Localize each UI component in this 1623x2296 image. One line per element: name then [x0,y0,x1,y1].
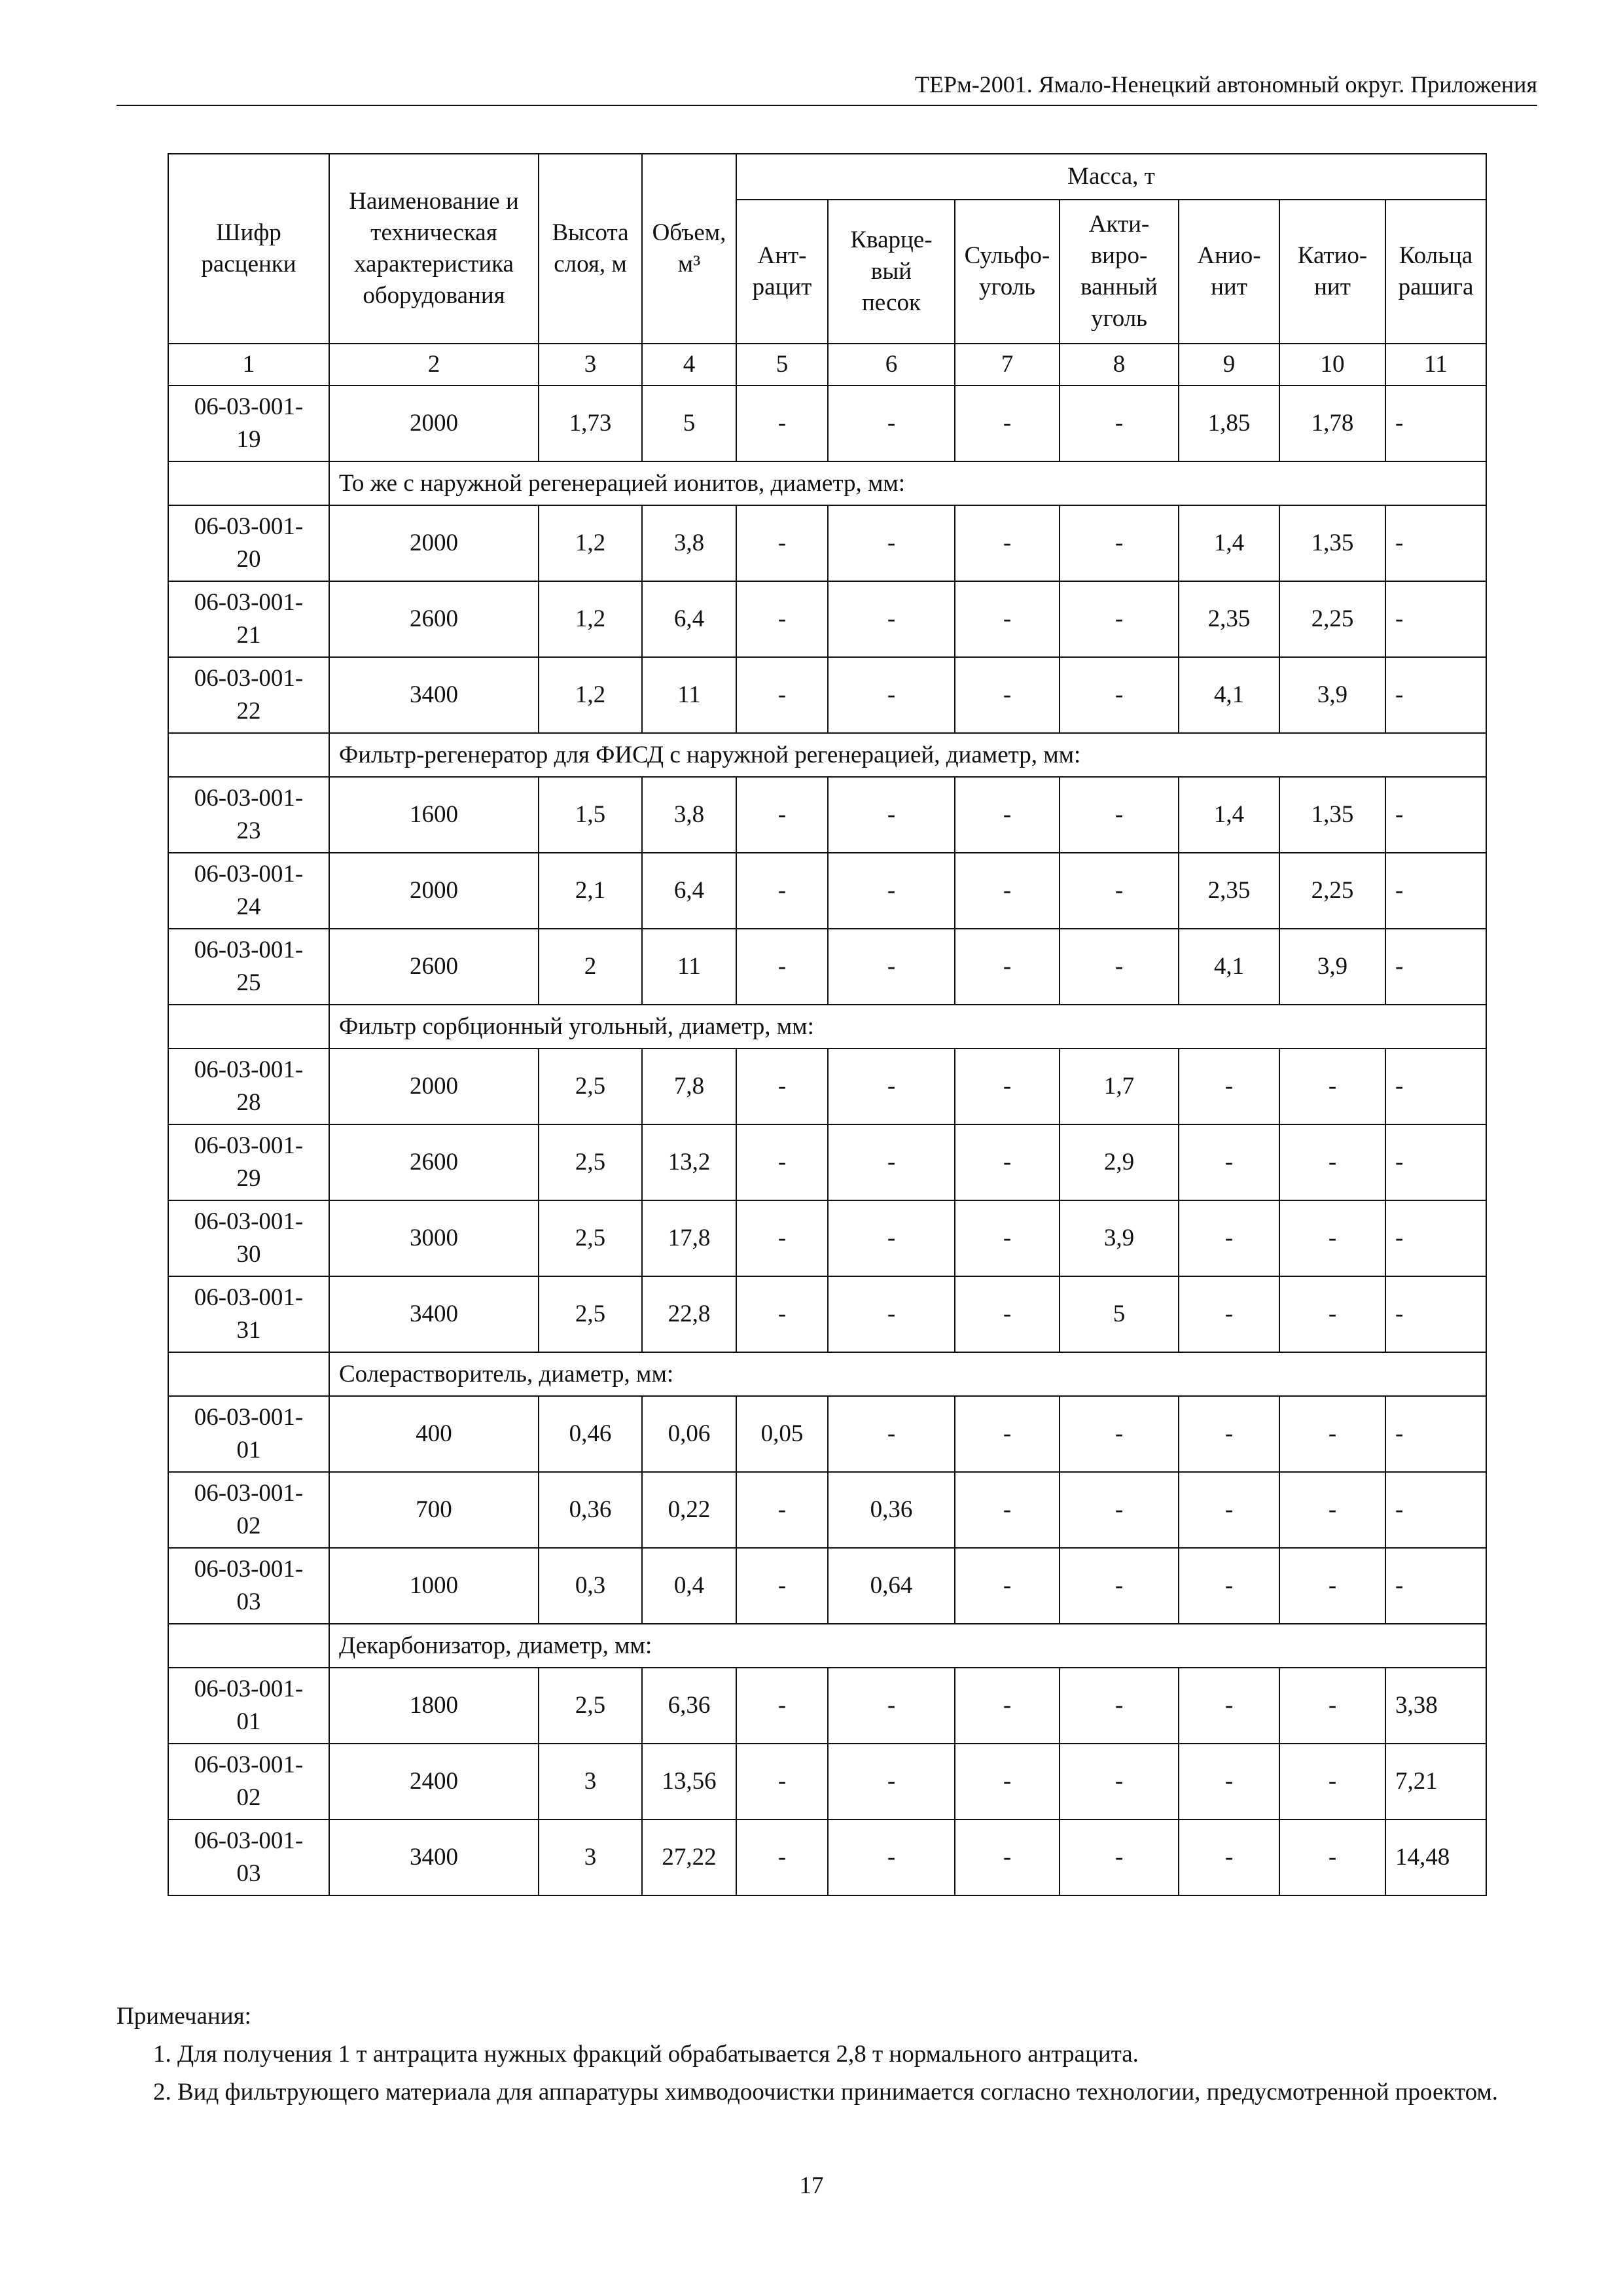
cell-anionite: 4,1 [1179,657,1279,733]
cell-volume: 13,56 [642,1744,736,1820]
section-title: Солерастворитель, диаметр, мм: [329,1352,1486,1396]
rate-code-part: 06-03-001- [194,665,304,692]
table-row [168,1548,1486,1624]
cell-diameter: 2000 [329,853,539,929]
cell-quartz-sand: - [828,1200,955,1276]
table-row [168,1472,1486,1548]
cell-raschig-rings: - [1385,505,1486,581]
cell-activated-carbon: - [1060,929,1179,1005]
cell-height: 0,3 [539,1548,642,1624]
rate-code-part: 21 [236,622,261,649]
cell-sulfocoal: - [955,1049,1060,1124]
cell-activated-carbon: 2,9 [1060,1124,1179,1200]
rate-code-part: 06-03-001- [194,1480,304,1507]
cell-volume: 5 [642,386,736,461]
cell-diameter: 1000 [329,1548,539,1624]
table-row [168,1124,1486,1200]
rate-code-part: 03 [236,1588,261,1615]
cell-quartz-sand: - [828,1668,955,1744]
header-mass-raschig-rings: Кольца рашига [1385,200,1486,344]
cell-anthracite: - [736,1124,828,1200]
cell-anthracite: - [736,1548,828,1624]
cell-activated-carbon: - [1060,1548,1179,1624]
rate-code [168,1820,329,1895]
cell-cationite: - [1279,1049,1385,1124]
rate-code [168,386,329,461]
rate-code [168,505,329,581]
cell-volume: 11 [642,657,736,733]
table-row [168,1049,1486,1124]
cell-quartz-sand: - [828,1276,955,1352]
section-title: Фильтр-регенератор для ФИСД с наружной регенерацией, диаметр, мм: [329,733,1486,777]
section-code-cell [168,1352,329,1396]
cell-anionite: - [1179,1124,1279,1200]
cell-diameter: 3400 [329,1820,539,1895]
cell-height: 1,2 [539,657,642,733]
cell-cationite: - [1279,1396,1385,1472]
table-row [168,1396,1486,1472]
cell-activated-carbon: - [1060,777,1179,853]
section-row [168,1005,1486,1049]
table-row [168,1744,1486,1820]
rate-code-part: 06-03-001- [194,1404,304,1431]
cell-activated-carbon: - [1060,1820,1179,1895]
cell-diameter: 1800 [329,1668,539,1744]
rate-code-part: 31 [236,1317,261,1344]
section-code-cell [168,461,329,505]
cell-anionite: - [1179,1276,1279,1352]
cell-quartz-sand: - [828,1744,955,1820]
rate-code-part: 01 [236,1708,261,1735]
rate-code-part: 25 [236,969,261,996]
cell-diameter: 400 [329,1396,539,1472]
cell-anthracite: - [736,581,828,657]
cell-activated-carbon: - [1060,1744,1179,1820]
cell-cationite: 2,25 [1279,853,1385,929]
cell-quartz-sand: - [828,929,955,1005]
cell-sulfocoal: - [955,1820,1060,1895]
section-title: То же с наружной регенерацией ионитов, диаметр, мм: [329,461,1486,505]
cell-anionite: - [1179,1472,1279,1548]
rate-code-part: 03 [236,1860,261,1887]
materials-table [168,153,1487,1896]
table-row [168,1276,1486,1352]
cell-raschig-rings: - [1385,777,1486,853]
column-number: 6 [828,344,955,386]
cell-anionite: 1,85 [1179,386,1279,461]
rate-code [168,1548,329,1624]
cell-volume: 17,8 [642,1200,736,1276]
cell-diameter: 3000 [329,1200,539,1276]
table-row [168,1200,1486,1276]
table-body [168,386,1486,1895]
column-number: 1 [168,344,329,386]
note-item: 2. Вид фильтрующего материала для аппаратуры химводоочистки принимается согласно технологии, предусмотренной проектом. [153,2079,1499,2106]
rate-code-part: 28 [236,1089,261,1116]
cell-quartz-sand: 0,64 [828,1548,955,1624]
table-row [168,929,1486,1005]
notes-title: Примечания: [116,2003,251,2030]
cell-raschig-rings: 7,21 [1385,1744,1486,1820]
header-mass-sulfocoal: Сульфо- уголь [955,200,1060,344]
cell-anthracite: - [736,1200,828,1276]
cell-activated-carbon: 3,9 [1060,1200,1179,1276]
header-mass-cationite: Катио- нит [1279,200,1385,344]
cell-volume: 7,8 [642,1049,736,1124]
cell-anthracite: - [736,505,828,581]
rate-code-part: 06-03-001- [194,513,304,540]
cell-sulfocoal: - [955,1668,1060,1744]
rate-code-part: 24 [236,893,261,920]
table-row [168,777,1486,853]
cell-cationite: - [1279,1124,1385,1200]
rate-code-part: 06-03-001- [194,1556,304,1583]
cell-anionite: 2,35 [1179,853,1279,929]
section-row [168,1352,1486,1396]
rate-code [168,1276,329,1352]
cell-activated-carbon: - [1060,581,1179,657]
cell-anthracite: - [736,1276,828,1352]
cell-height: 1,2 [539,505,642,581]
table-row [168,1668,1486,1744]
header-mass-activated-carbon: Акти- виро- ванный уголь [1060,200,1179,344]
section-title: Фильтр сорбционный угольный, диаметр, мм: [329,1005,1486,1049]
header-height: Высота слоя, м [539,154,642,344]
cell-height: 2 [539,929,642,1005]
cell-sulfocoal: - [955,657,1060,733]
cell-activated-carbon: - [1060,1396,1179,1472]
cell-height: 2,5 [539,1276,642,1352]
rate-code-part: 22 [236,698,261,725]
cell-quartz-sand: - [828,386,955,461]
cell-volume: 22,8 [642,1276,736,1352]
section-row [168,1624,1486,1668]
rate-code-part: 06-03-001- [194,1284,304,1311]
rate-code [168,1668,329,1744]
rate-code [168,1049,329,1124]
rate-code-part: 06-03-001- [194,1056,304,1083]
rate-code [168,1396,329,1472]
cell-raschig-rings: - [1385,853,1486,929]
cell-sulfocoal: - [955,1124,1060,1200]
column-number: 8 [1060,344,1179,386]
cell-sulfocoal: - [955,1200,1060,1276]
cell-raschig-rings: - [1385,1472,1486,1548]
rate-code-part: 06-03-001- [194,937,304,963]
cell-height: 3 [539,1744,642,1820]
cell-anionite: - [1179,1396,1279,1472]
cell-sulfocoal: - [955,581,1060,657]
column-number: 4 [642,344,736,386]
cell-diameter: 2600 [329,1124,539,1200]
cell-volume: 0,06 [642,1396,736,1472]
cell-height: 1,2 [539,581,642,657]
rate-code [168,1200,329,1276]
cell-raschig-rings: - [1385,929,1486,1005]
cell-cationite: 1,78 [1279,386,1385,461]
rate-code [168,1744,329,1820]
cell-cationite: - [1279,1276,1385,1352]
rate-code-part: 06-03-001- [194,1208,304,1235]
column-number: 2 [329,344,539,386]
cell-volume: 6,36 [642,1668,736,1744]
cell-quartz-sand: - [828,777,955,853]
cell-raschig-rings: - [1385,1276,1486,1352]
cell-raschig-rings: - [1385,1396,1486,1472]
cell-anthracite: - [736,386,828,461]
column-number-row [168,344,1486,386]
column-number: 9 [1179,344,1279,386]
cell-anthracite: - [736,1820,828,1895]
cell-cationite: 3,9 [1279,657,1385,733]
header-mass-group: Масса, т [736,154,1486,200]
table-row [168,657,1486,733]
cell-height: 1,5 [539,777,642,853]
cell-anthracite: - [736,929,828,1005]
rate-code [168,929,329,1005]
cell-anionite: - [1179,1744,1279,1820]
cell-cationite: 1,35 [1279,505,1385,581]
cell-sulfocoal: - [955,386,1060,461]
cell-raschig-rings: - [1385,581,1486,657]
cell-sulfocoal: - [955,1548,1060,1624]
cell-quartz-sand: - [828,1049,955,1124]
cell-sulfocoal: - [955,929,1060,1005]
cell-sulfocoal: - [955,1472,1060,1548]
cell-diameter: 1600 [329,777,539,853]
cell-quartz-sand: - [828,1124,955,1200]
cell-anthracite: - [736,1472,828,1548]
rate-code-part: 06-03-001- [194,785,304,812]
cell-cationite: - [1279,1668,1385,1744]
cell-anionite: - [1179,1668,1279,1744]
cell-sulfocoal: - [955,777,1060,853]
rate-code-part: 19 [236,426,261,453]
table-row [168,853,1486,929]
section-row [168,733,1486,777]
cell-height: 2,5 [539,1124,642,1200]
rate-code-part: 02 [236,1513,261,1539]
cell-sulfocoal: - [955,1396,1060,1472]
cell-cationite: 1,35 [1279,777,1385,853]
table-row [168,581,1486,657]
cell-volume: 3,8 [642,505,736,581]
rate-code [168,777,329,853]
cell-raschig-rings: 14,48 [1385,1820,1486,1895]
cell-height: 2,5 [539,1668,642,1744]
cell-height: 1,73 [539,386,642,461]
header-mass-quartz-sand: Кварце- вый песок [828,200,955,344]
cell-quartz-sand: - [828,581,955,657]
rate-code-part: 06-03-001- [194,1751,304,1778]
cell-height: 2,1 [539,853,642,929]
cell-diameter: 700 [329,1472,539,1548]
cell-diameter: 3400 [329,657,539,733]
notes [116,1998,1537,2111]
cell-activated-carbon: - [1060,853,1179,929]
cell-activated-carbon: 5 [1060,1276,1179,1352]
column-number: 5 [736,344,828,386]
cell-sulfocoal: - [955,1276,1060,1352]
cell-height: 0,36 [539,1472,642,1548]
note-item: 1. Для получения 1 т антрацита нужных фракций обрабатывается 2,8 т нормального антрацита. [153,2041,1139,2068]
column-number: 11 [1385,344,1486,386]
rate-code-part: 06-03-001- [194,1827,304,1854]
cell-volume: 0,22 [642,1472,736,1548]
cell-volume: 27,22 [642,1820,736,1895]
table-row [168,386,1486,461]
cell-volume: 3,8 [642,777,736,853]
header-rule [116,105,1537,106]
section-code-cell [168,733,329,777]
cell-height: 0,46 [539,1396,642,1472]
rate-code-part: 01 [236,1437,261,1463]
rate-code [168,657,329,733]
cell-cationite: - [1279,1744,1385,1820]
cell-anthracite: - [736,1049,828,1124]
cell-cationite: - [1279,1200,1385,1276]
table-head [168,154,1486,386]
cell-anionite: 1,4 [1179,777,1279,853]
cell-anthracite: - [736,1744,828,1820]
cell-cationite: - [1279,1548,1385,1624]
cell-raschig-rings: - [1385,1049,1486,1124]
cell-anionite: 1,4 [1179,505,1279,581]
section-code-cell [168,1624,329,1668]
cell-anionite: 2,35 [1179,581,1279,657]
cell-anionite: - [1179,1200,1279,1276]
cell-diameter: 2000 [329,1049,539,1124]
cell-sulfocoal: - [955,1744,1060,1820]
cell-quartz-sand: - [828,1820,955,1895]
cell-volume: 13,2 [642,1124,736,1200]
cell-raschig-rings: - [1385,1124,1486,1200]
cell-anionite: - [1179,1548,1279,1624]
rate-code-part: 06-03-001- [194,1132,304,1159]
cell-sulfocoal: - [955,505,1060,581]
cell-anionite: - [1179,1820,1279,1895]
cell-diameter: 2600 [329,581,539,657]
cell-raschig-rings: - [1385,1200,1486,1276]
cell-quartz-sand: - [828,657,955,733]
cell-diameter: 2400 [329,1744,539,1820]
cell-activated-carbon: - [1060,1472,1179,1548]
cell-volume: 0,4 [642,1548,736,1624]
rate-code-part: 30 [236,1241,261,1268]
header-code: Шифр расценки [168,154,329,344]
cell-diameter: 2600 [329,929,539,1005]
rate-code [168,1472,329,1548]
cell-quartz-sand: - [828,853,955,929]
cell-raschig-rings: - [1385,386,1486,461]
cell-cationite: - [1279,1472,1385,1548]
rate-code [168,581,329,657]
cell-height: 2,5 [539,1049,642,1124]
running-header: ТЕРм-2001. Ямало-Ненецкий автономный округ. Приложения [914,71,1537,98]
column-number: 10 [1279,344,1385,386]
header-name: Наименование и техническая характеристика оборудования [329,154,539,344]
header-row-1 [168,154,1486,200]
rate-code-part: 02 [236,1784,261,1811]
cell-raschig-rings: - [1385,657,1486,733]
cell-activated-carbon: - [1060,386,1179,461]
cell-anthracite: 0,05 [736,1396,828,1472]
cell-diameter: 2000 [329,386,539,461]
cell-cationite: 2,25 [1279,581,1385,657]
rate-code-part: 06-03-001- [194,1676,304,1702]
column-number: 7 [955,344,1060,386]
cell-activated-carbon: - [1060,657,1179,733]
header-mass-anthracite: Ант- рацит [736,200,828,344]
rate-code-part: 20 [236,546,261,573]
cell-raschig-rings: - [1385,1548,1486,1624]
cell-quartz-sand: - [828,505,955,581]
section-title: Декарбонизатор, диаметр, мм: [329,1624,1486,1668]
cell-volume: 11 [642,929,736,1005]
section-code-cell [168,1005,329,1049]
cell-anthracite: - [736,657,828,733]
cell-height: 2,5 [539,1200,642,1276]
cell-anthracite: - [736,853,828,929]
cell-volume: 6,4 [642,581,736,657]
rate-code-part: 06-03-001- [194,393,304,420]
cell-quartz-sand: 0,36 [828,1472,955,1548]
cell-anionite: - [1179,1049,1279,1124]
cell-volume: 6,4 [642,853,736,929]
rate-code-part: 29 [236,1165,261,1192]
cell-height: 3 [539,1820,642,1895]
cell-quartz-sand: - [828,1396,955,1472]
table-row [168,505,1486,581]
header-mass-anionite: Анио- нит [1179,200,1279,344]
cell-activated-carbon: - [1060,505,1179,581]
table-row [168,1820,1486,1895]
cell-raschig-rings: 3,38 [1385,1668,1486,1744]
rate-code-part: 06-03-001- [194,589,304,616]
cell-sulfocoal: - [955,853,1060,929]
cell-cationite: - [1279,1820,1385,1895]
section-row [168,461,1486,505]
cell-anthracite: - [736,777,828,853]
cell-activated-carbon: - [1060,1668,1179,1744]
cell-activated-carbon: 1,7 [1060,1049,1179,1124]
rate-code-part: 23 [236,817,261,844]
rate-code [168,853,329,929]
cell-anthracite: - [736,1668,828,1744]
header-volume: Объем, м³ [642,154,736,344]
rate-code-part: 06-03-001- [194,861,304,888]
page-number: 17 [799,2172,824,2199]
column-number: 3 [539,344,642,386]
cell-anionite: 4,1 [1179,929,1279,1005]
cell-diameter: 2000 [329,505,539,581]
cell-cationite: 3,9 [1279,929,1385,1005]
rate-code [168,1124,329,1200]
cell-diameter: 3400 [329,1276,539,1352]
